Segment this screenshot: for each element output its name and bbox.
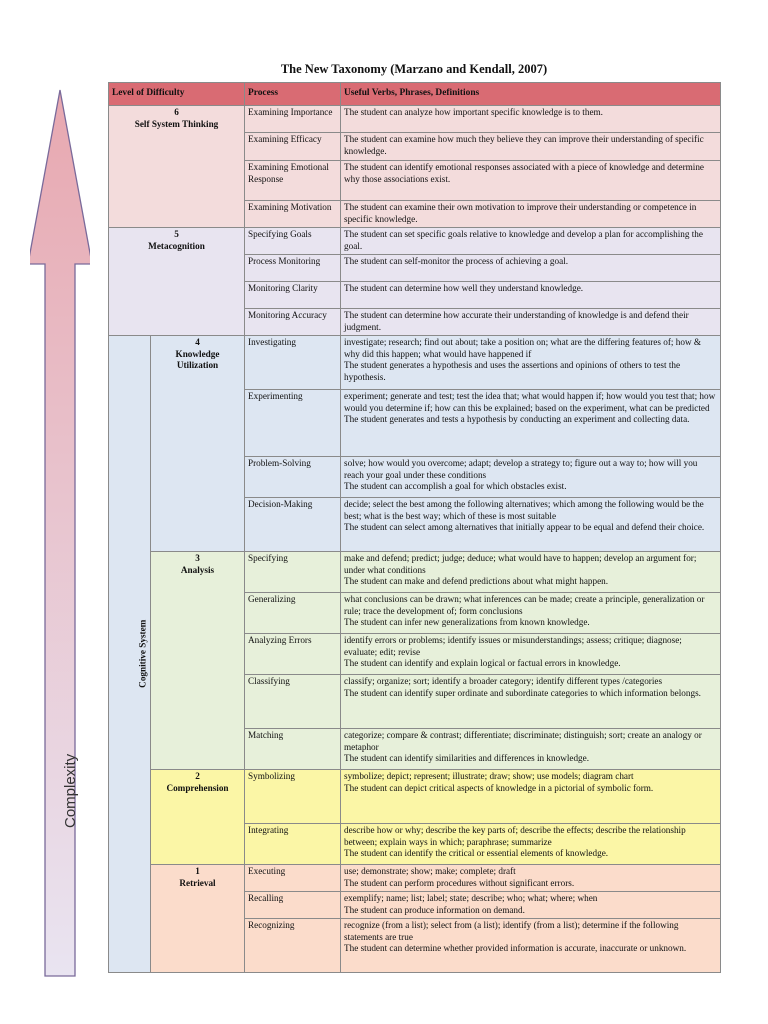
table-row: [109, 552, 721, 593]
process-cell: Examining Importance: [245, 106, 341, 133]
process-cell: Experimenting: [245, 390, 341, 457]
description-cell: [341, 161, 721, 201]
description-cell: [341, 336, 721, 390]
process-cell: Matching: [245, 729, 341, 770]
description-cell: [341, 228, 721, 255]
description-text: The student can self-monitor the process of achieving a goal.: [344, 256, 569, 266]
table-row: [109, 106, 721, 133]
level-name: Knowledge Utilization: [175, 348, 220, 370]
header-level: Level of Difficulty: [109, 83, 245, 106]
description-text: The student can infer new generalizations from known knowledge.: [344, 617, 590, 627]
description-cell: [341, 282, 721, 309]
level-number: 3: [195, 553, 200, 563]
description-text: The student can identify emotional responses associated with a piece of knowledge and determine why those associations exist.: [344, 162, 704, 184]
process-cell: Process Monitoring: [245, 255, 341, 282]
header-process: Process: [245, 83, 341, 106]
description-text: The student can examine how much they believe they can improve their understanding of specific knowledge.: [344, 134, 704, 156]
description-text: The student generates and tests a hypothesis by conducting an experiment and collecting data.: [344, 414, 690, 424]
level-name: Self System Thinking: [134, 118, 219, 129]
table-row: [109, 228, 721, 255]
process-cell: Monitoring Clarity: [245, 282, 341, 309]
verbs-text: describe how or why; describe the key parts of; describe the effects; describe the relationship between; explain ways in which; paraphrase; summarize: [344, 825, 686, 847]
level-name: Metacognition: [148, 240, 205, 251]
description-cell: [341, 824, 721, 865]
table-row: [109, 770, 721, 824]
description-cell: [341, 865, 721, 892]
level-number: 6: [174, 107, 179, 117]
taxonomy-table: [108, 82, 721, 973]
page-title: The New Taxonomy (Marzano and Kendall, 2007): [280, 62, 548, 76]
verbs-text: recognize (from a list); select from (a list); identify (from a list); determine if the following statements are true: [344, 920, 679, 942]
description-cell: [341, 634, 721, 675]
description-cell: [341, 593, 721, 634]
verbs-text: what conclusions can be drawn; what inferences can be made; create a principle, generalization or rule; trace the development of; form conclusions: [344, 594, 705, 616]
description-text: The student can depict critical aspects of knowledge in a pictorial of symbolic form.: [344, 782, 654, 793]
level-4-cell: [151, 336, 245, 552]
process-cell: Analyzing Errors: [245, 634, 341, 675]
description-cell: [341, 390, 721, 457]
level-number: 4: [195, 337, 200, 347]
description-text: The student can set specific goals relative to knowledge and develop a plan for accomplishing the goal.: [344, 229, 703, 251]
description-text: The student can examine their own motivation to improve their understanding or competence in specific knowledge.: [344, 202, 697, 224]
table-row: [109, 865, 721, 892]
complexity-arrow: [30, 88, 90, 978]
cognitive-system-cell: [109, 336, 151, 973]
description-cell: [341, 729, 721, 770]
description-cell: [341, 892, 721, 919]
verbs-text: exemplify; name; list; label; state; describe; who; what; where; when: [344, 893, 598, 903]
description-cell: [341, 770, 721, 824]
description-cell: [341, 255, 721, 282]
description-text: The student can identify similarities and differences in knowledge.: [344, 753, 590, 763]
description-text: The student can make and defend predictions about what might happen.: [344, 576, 609, 586]
arrow-body: [30, 90, 90, 976]
process-cell: Executing: [245, 865, 341, 892]
process-cell: Recalling: [245, 892, 341, 919]
description-text: The student can determine whether provided information is accurate, inaccurate or unknown.: [344, 943, 687, 953]
description-cell: [341, 201, 721, 228]
process-cell: Monitoring Accuracy: [245, 309, 341, 336]
verbs-text: decide; select the best among the following alternatives; which among the following would be the best; what is the best way; which of these is most suitable: [344, 499, 704, 521]
description-text: The student can perform procedures without significant errors.: [344, 877, 575, 888]
verbs-text: use; demonstrate; show; make; complete; draft: [344, 866, 516, 876]
description-text: The student can analyze how important specific knowledge is to them.: [344, 107, 603, 117]
verbs-text: categorize; compare & contrast; differentiate; discriminate; distinguish; sort; create an analogy or metaphor: [344, 730, 702, 752]
verbs-text: investigate; research; find out about; take a position on; what are the differing features of; how & why did this happen; what would have happened if: [344, 337, 702, 359]
verbs-text: experiment; generate and test; test the idea that; what would happen if; how would you test that; how would you determine if; how can this be explained; based on the experiment, what can be predicted: [344, 391, 716, 413]
description-text: The student can identify the critical or essential elements of knowledge.: [344, 848, 609, 858]
process-cell: Decision-Making: [245, 498, 341, 552]
description-cell: [341, 106, 721, 133]
level-5-cell: [109, 228, 245, 336]
level-3-cell: [151, 552, 245, 770]
process-cell: Examining Emotional Response: [245, 161, 341, 201]
process-cell: Specifying: [245, 552, 341, 593]
level-name: Comprehension: [166, 782, 229, 793]
process-cell: Specifying Goals: [245, 228, 341, 255]
description-cell: [341, 457, 721, 498]
description-text: The student can determine how well they understand knowledge.: [344, 283, 584, 293]
description-cell: [341, 552, 721, 593]
process-cell: Examining Efficacy: [245, 133, 341, 161]
description-text: The student can select among alternatives that initially appear to be equal and defend their choice.: [344, 522, 705, 532]
level-1-cell: [151, 865, 245, 973]
description-cell: [341, 919, 721, 973]
description-cell: [341, 309, 721, 336]
cognitive-system-label: Cognitive System: [137, 619, 148, 689]
description-text: The student can produce information on demand.: [344, 904, 525, 915]
table-row: [109, 336, 721, 390]
process-cell: Examining Motivation: [245, 201, 341, 228]
process-cell: Investigating: [245, 336, 341, 390]
process-cell: Problem-Solving: [245, 457, 341, 498]
verbs-text: symbolize; depict; represent; illustrate; draw; show; use models; diagram chart: [344, 771, 634, 781]
verbs-text: make and defend; predict; judge; deduce; what would have to happen; develop an argument for; under what conditions: [344, 553, 697, 575]
level-2-cell: [151, 770, 245, 865]
process-cell: Recognizing: [245, 919, 341, 973]
level-number: 5: [174, 229, 179, 239]
header-row: [109, 83, 721, 106]
description-cell: [341, 133, 721, 161]
description-text: The student can identify and explain logical or factual errors in knowledge.: [344, 658, 621, 668]
verbs-text: classify; organize; sort; identify a broader category; identify different types /categories: [344, 676, 663, 686]
description-cell: [341, 675, 721, 729]
process-cell: Integrating: [245, 824, 341, 865]
verbs-text: identify errors or problems; identify issues or misunderstandings; assess; critique; diagnose; evaluate; edit; revise: [344, 635, 682, 657]
description-cell: [341, 498, 721, 552]
level-name: Analysis: [180, 564, 215, 575]
description-text: The student can identify super ordinate and subordinate categories to which information belongs.: [344, 687, 701, 698]
level-name: Retrieval: [179, 877, 216, 888]
level-number: 2: [195, 771, 200, 781]
description-text: The student generates a hypothesis and uses the assertions and opinions of others to test the hypothesis.: [344, 360, 681, 382]
header-verbs: Useful Verbs, Phrases, Definitions: [341, 83, 721, 106]
level-number: 1: [195, 866, 200, 876]
verbs-text: solve; how would you overcome; adapt; develop a strategy to; figure out a way to; how will you reach your goal under these conditions: [344, 458, 698, 480]
arrow-label: Complexity: [62, 753, 79, 828]
process-cell: Generalizing: [245, 593, 341, 634]
level-6-cell: [109, 106, 245, 228]
description-text: The student can accomplish a goal for which obstacles exist.: [344, 481, 567, 491]
process-cell: Classifying: [245, 675, 341, 729]
description-text: The student can determine how accurate their understanding of knowledge is and defend their judgment.: [344, 310, 689, 332]
process-cell: Symbolizing: [245, 770, 341, 824]
